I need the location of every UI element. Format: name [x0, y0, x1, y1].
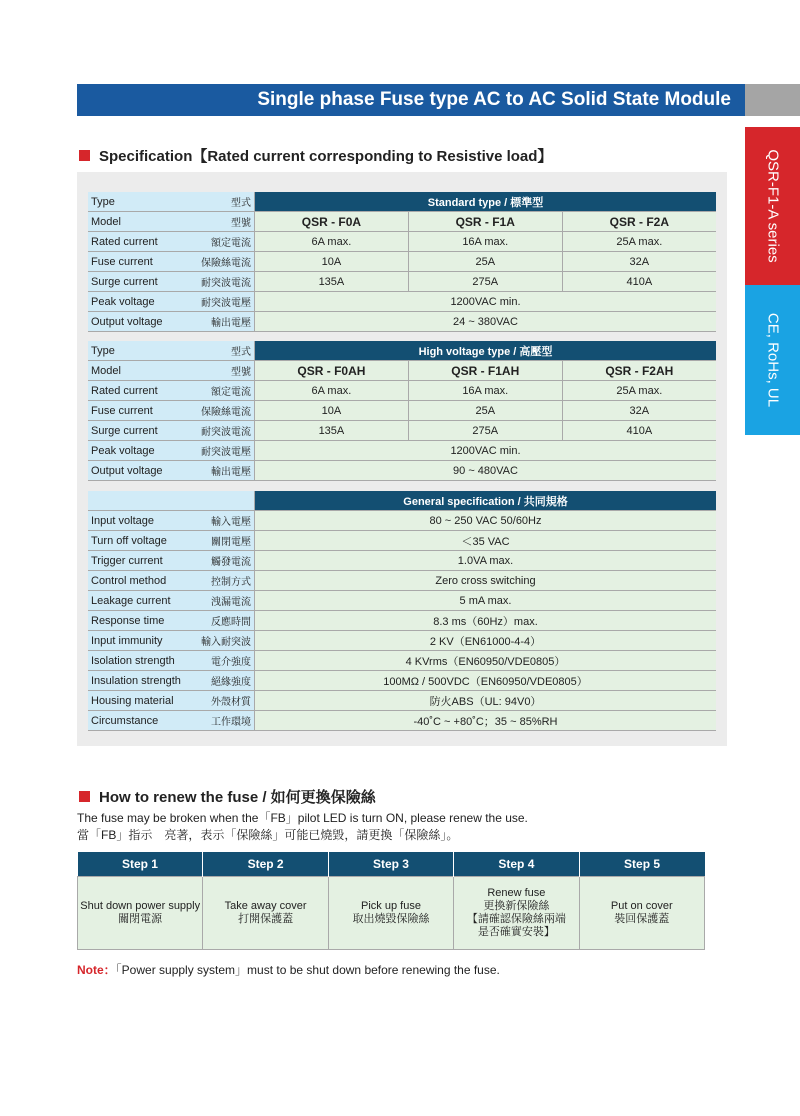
- row-label-zh: 電介強度: [195, 651, 255, 671]
- step-text: 更換新保險絲: [483, 900, 550, 912]
- model-cell: QSR - F2AH: [562, 361, 716, 381]
- row-label: Fuse current: [88, 252, 195, 272]
- row-label: Leakage current: [88, 591, 195, 611]
- table-row: [88, 611, 716, 631]
- step-1-title: Step 1: [78, 852, 203, 877]
- table-row: [88, 651, 716, 671]
- value-cell: 275A: [408, 272, 562, 292]
- row-label: Rated current: [88, 381, 195, 401]
- value-cell: 32A: [562, 252, 716, 272]
- value-cell: Zero cross switching: [255, 571, 717, 591]
- table-row: [88, 421, 716, 441]
- row-label-zh: 型號: [195, 361, 255, 381]
- value-cell: 25A: [408, 401, 562, 421]
- value-cell: -40˚C ~ +80˚C；35 ~ 85%RH: [255, 711, 717, 731]
- row-label-zh: 耐突波電壓: [195, 441, 255, 461]
- row-label-zh: 絕緣強度: [195, 671, 255, 691]
- row-label-zh: 耐突波電壓: [195, 292, 255, 312]
- row-label-zh: 保險絲電流: [195, 252, 255, 272]
- value-cell: 410A: [562, 272, 716, 292]
- steps-table: [77, 852, 705, 950]
- blank-label: [88, 491, 195, 511]
- value-cell: 80 ~ 250 VAC 50/60Hz: [255, 511, 717, 531]
- table-row: [88, 511, 716, 531]
- row-label: Circumstance: [88, 711, 195, 731]
- row-label: Model: [88, 212, 195, 232]
- step-4-cell: [454, 877, 579, 950]
- row-label-zh: 型號: [195, 212, 255, 232]
- bullet-square-icon: [79, 791, 90, 802]
- step-text: Put on cover: [610, 900, 673, 912]
- row-label-zh: 工作環境: [195, 711, 255, 731]
- value-cell: 4 KVrms（EN60950/VDE0805）: [255, 651, 717, 671]
- row-label-zh: 觸發電流: [195, 551, 255, 571]
- standard-type-title: Standard type / 標準型: [255, 192, 717, 212]
- row-label: Housing material: [88, 691, 195, 711]
- value-cell: 32A: [562, 401, 716, 421]
- table-row: [88, 401, 716, 421]
- step-3-cell: [328, 877, 453, 950]
- spec-heading: [79, 145, 552, 166]
- step-2-cell: [203, 877, 328, 950]
- high-voltage-type-title: High voltage type / 高壓型: [255, 341, 717, 361]
- table-row: [88, 691, 716, 711]
- row-label: Peak voltage: [88, 292, 195, 312]
- steps-header-row: [78, 852, 705, 877]
- row-label: Trigger current: [88, 551, 195, 571]
- table-row: [88, 212, 716, 232]
- table-row: [88, 252, 716, 272]
- table-row: [88, 341, 716, 361]
- row-label: Rated current: [88, 232, 195, 252]
- bullet-square-icon: [79, 150, 90, 161]
- table-row: [88, 491, 716, 511]
- value-cell: 10A: [255, 252, 409, 272]
- step-5-title: Step 5: [579, 852, 704, 877]
- step-4-title: Step 4: [454, 852, 579, 877]
- table-row: [88, 292, 716, 312]
- table-row: [88, 631, 716, 651]
- row-label: Response time: [88, 611, 195, 631]
- high-voltage-type-table: [88, 341, 716, 481]
- table-row: [88, 361, 716, 381]
- row-label-zh: 輸出電壓: [195, 461, 255, 481]
- page-title: Single phase Fuse type AC to AC Solid State Module: [257, 89, 731, 110]
- row-label-zh: 關閉電壓: [195, 531, 255, 551]
- step-text: 是否確實安裝】: [477, 926, 555, 938]
- value-cell: 25A max.: [562, 381, 716, 401]
- step-5-cell: [579, 877, 704, 950]
- value-cell: 25A: [408, 252, 562, 272]
- value-cell: 2 KV（EN61000-4-4）: [255, 631, 717, 651]
- model-cell: QSR - F2A: [562, 212, 716, 232]
- value-cell: 1200VAC min.: [255, 292, 717, 312]
- value-cell: 16A max.: [408, 232, 562, 252]
- row-label: Output voltage: [88, 312, 195, 332]
- value-cell: 135A: [255, 421, 409, 441]
- value-cell: 24 ~ 380VAC: [255, 312, 717, 332]
- model-cell: QSR - F0AH: [255, 361, 409, 381]
- step-text: 關閉電源: [118, 913, 163, 925]
- row-label-zh: 反應時間: [195, 611, 255, 631]
- model-cell: QSR - F0A: [255, 212, 409, 232]
- step-text: 【請確認保險絲兩端: [466, 913, 566, 925]
- table-row: [88, 312, 716, 332]
- step-text: 取出燒毀保險絲: [352, 913, 430, 925]
- value-cell: 防火ABS（UL: 94V0）: [255, 691, 717, 711]
- type-label: Type: [88, 192, 195, 212]
- row-label: Surge current: [88, 272, 195, 292]
- step-text: 裝回保護蓋: [614, 913, 670, 925]
- step-text: Pick up fuse: [361, 900, 421, 912]
- step-text: Shut down power supply: [80, 900, 201, 912]
- series-tab: [745, 127, 800, 285]
- step-3-title: Step 3: [328, 852, 453, 877]
- value-cell: 6A max.: [255, 232, 409, 252]
- note-label: Note：: [77, 963, 116, 977]
- value-cell: 8.3 ms（60Hz）max.: [255, 611, 717, 631]
- general-spec-title: General specification / 共同規格: [255, 491, 717, 511]
- note-text: 「Power supply system」must to be shut down before renewing the fuse.: [115, 963, 500, 977]
- table-row: [88, 272, 716, 292]
- table-row: [88, 441, 716, 461]
- value-cell: 6A max.: [255, 381, 409, 401]
- step-1-cell: [78, 877, 203, 950]
- table-row: [88, 551, 716, 571]
- spec-heading-text: Specification【Rated current corresponding to Resistive load】: [99, 148, 553, 165]
- row-label: Isolation strength: [88, 651, 195, 671]
- standard-type-table: [88, 192, 716, 332]
- value-cell: 135A: [255, 272, 409, 292]
- type-label: Type: [88, 341, 195, 361]
- row-label: Control method: [88, 571, 195, 591]
- step-text: Renew fuse: [487, 887, 546, 899]
- header-accent: [745, 84, 800, 116]
- certs-tab-label: CE, RoHs, UL: [764, 312, 781, 408]
- row-label-zh: 耐突波電流: [195, 272, 255, 292]
- model-cell: QSR - F1A: [408, 212, 562, 232]
- value-cell: 100MΩ / 500VDC（EN60950/VDE0805）: [255, 671, 717, 691]
- step-text: 打開保護蓋: [238, 913, 294, 925]
- renew-heading-text: How to renew the fuse / 如何更換保險絲: [99, 789, 376, 806]
- table-row: [88, 671, 716, 691]
- row-label-zh: 輸入耐突波: [195, 631, 255, 651]
- row-label-zh: 控制方式: [195, 571, 255, 591]
- type-label-zh: 型式: [195, 192, 255, 212]
- value-cell: 1200VAC min.: [255, 441, 717, 461]
- row-label: Output voltage: [88, 461, 195, 481]
- table-row: [88, 461, 716, 481]
- table-row: [88, 591, 716, 611]
- row-label-zh: 額定電流: [195, 232, 255, 252]
- table-row: [88, 232, 716, 252]
- value-cell: 410A: [562, 421, 716, 441]
- certs-tab: [745, 285, 800, 435]
- blank-label-zh: [195, 491, 255, 511]
- note: [77, 961, 500, 978]
- row-label-zh: 輸出電壓: [195, 312, 255, 332]
- row-label: Insulation strength: [88, 671, 195, 691]
- row-label-zh: 耐突波電流: [195, 421, 255, 441]
- series-tab-label: QSR-F1-A series: [764, 149, 781, 263]
- row-label-zh: 保險絲電流: [195, 401, 255, 421]
- row-label: Input immunity: [88, 631, 195, 651]
- row-label: Model: [88, 361, 195, 381]
- renew-heading: [79, 786, 376, 807]
- row-label: Peak voltage: [88, 441, 195, 461]
- renew-description-en: The fuse may be broken when the「FB」pilot LED is turn ON, please renew the use.: [77, 811, 528, 825]
- value-cell: 5 mA max.: [255, 591, 717, 611]
- value-cell: 10A: [255, 401, 409, 421]
- table-row: [88, 192, 716, 212]
- table-row: [88, 711, 716, 731]
- row-label: Surge current: [88, 421, 195, 441]
- value-cell: 275A: [408, 421, 562, 441]
- table-row: [88, 381, 716, 401]
- row-label-zh: 額定電流: [195, 381, 255, 401]
- row-label: Turn off voltage: [88, 531, 195, 551]
- row-label: Fuse current: [88, 401, 195, 421]
- value-cell: ＜35 VAC: [255, 531, 717, 551]
- table-row: [88, 571, 716, 591]
- type-label-zh: 型式: [195, 341, 255, 361]
- value-cell: 90 ~ 480VAC: [255, 461, 717, 481]
- row-label-zh: 洩漏電流: [195, 591, 255, 611]
- table-row: [88, 531, 716, 551]
- steps-body-row: [78, 877, 705, 950]
- row-label: Input voltage: [88, 511, 195, 531]
- model-cell: QSR - F1AH: [408, 361, 562, 381]
- renew-description-zh: 當「FB」指示 亮著，表示「保險絲」可能已燒毀，請更換「保險絲」。: [77, 828, 459, 842]
- step-text: Take away cover: [224, 900, 307, 912]
- step-2-title: Step 2: [203, 852, 328, 877]
- value-cell: 16A max.: [408, 381, 562, 401]
- row-label-zh: 外殼材質: [195, 691, 255, 711]
- row-label-zh: 輸入電壓: [195, 511, 255, 531]
- value-cell: 1.0VA max.: [255, 551, 717, 571]
- value-cell: 25A max.: [562, 232, 716, 252]
- general-spec-table: [88, 491, 716, 731]
